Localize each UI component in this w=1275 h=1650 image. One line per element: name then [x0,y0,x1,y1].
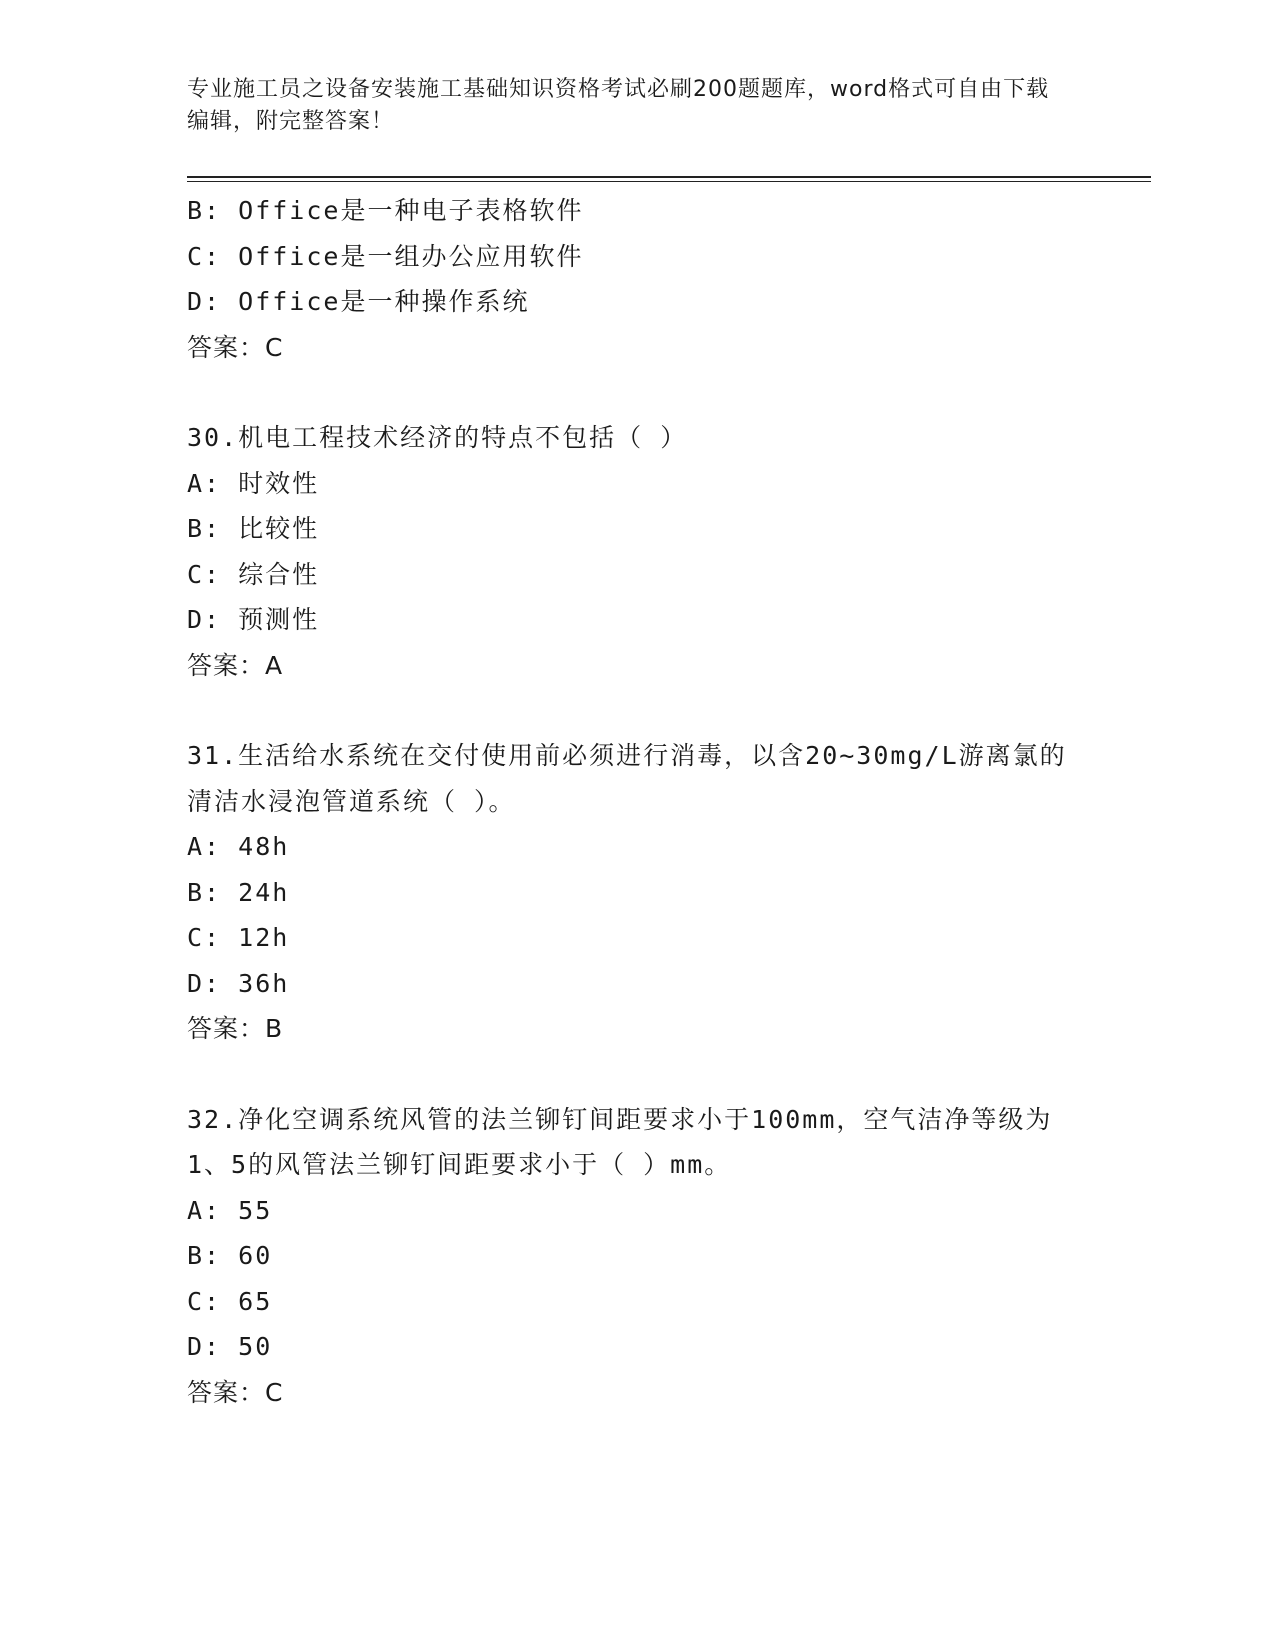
option-d: D: Office是一种操作系统 [187,287,530,316]
answer-label: 答案：B [187,1014,284,1043]
option-b: B: Office是一种电子表格软件 [187,196,584,225]
option-d: D: 36h [187,968,290,998]
question-list [187,188,1087,1415]
option-d: D: 50 [187,1332,273,1361]
option-c: C: 综合性 [187,559,320,589]
option-a: A: 55 [187,1195,273,1225]
header-divider-thin [187,181,1151,182]
option-b: B: 24h [187,877,290,907]
question-text: 32.净化空调系统风管的法兰铆钉间距要求小于100mm，空气洁净等级为1、5的风管法兰铆钉间距要求小于（ ）mm。 [187,1104,1053,1179]
option-d: D: 预测性 [187,605,320,634]
question-text: 31.生活给水系统在交付使用前必须进行消毒，以含20~30mg/L游离氯的清洁水浸泡管道系统（ ）。 [187,741,1067,816]
option-c: C: 12h [187,923,290,952]
option-b: B: 比较性 [187,514,320,543]
document-header: 专业施工员之设备安装施工基础知识资格考试必刷200题题库，word格式可自由下载编辑，附完整答案！ [187,77,1050,134]
answer-label: 答案：A [187,650,284,680]
previous-question-block [187,188,1087,370]
answer-label: 答案：C [187,1377,284,1407]
question-text: 30.机电工程技术经济的特点不包括（ ） [187,423,688,452]
question-block-31 [187,733,1087,1052]
question-block-30 [187,415,1087,688]
answer-label: 答案：C [187,332,284,362]
option-b: B: 60 [187,1241,273,1270]
option-a: A: 48h [187,832,290,861]
option-c: C: Office是一组办公应用软件 [187,241,584,271]
option-c: C: 65 [187,1286,273,1316]
header-divider [187,176,1151,178]
option-a: A: 时效性 [187,468,320,498]
question-block-32 [187,1097,1087,1416]
